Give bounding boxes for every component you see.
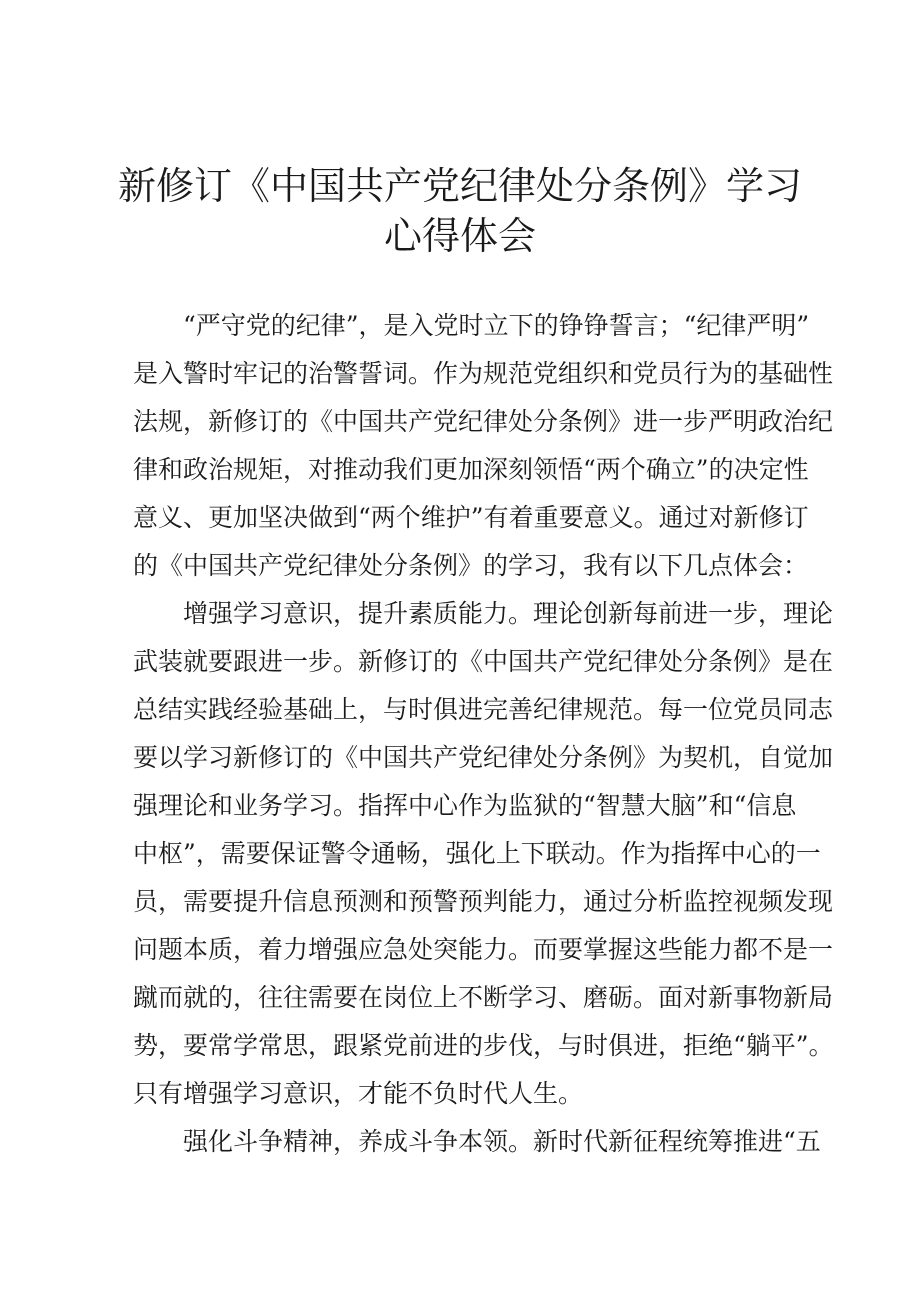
paragraph-1-line-2: 是入警时牢记的治警誓词。作为规范党组织和党员行为的基础性 [133, 359, 834, 388]
paragraph-2-line-11: 只有增强学习意识，才能不负时代人生。 [133, 1079, 584, 1108]
paragraph-3-line-1: 强化斗争精神，养成斗争本领。新时代新征程统筹推进“五 [183, 1127, 821, 1156]
document-title-line-2: 心得体会 [383, 214, 536, 258]
paragraph-2-line-8: 问题本质，着力增强应急处突能力。而要掌握这些能力都不是一 [133, 935, 834, 964]
paragraph-2-line-9: 蹴而就的，往往需要在岗位上不断学习、磨砺。面对新事物新局 [133, 983, 834, 1012]
paragraph-1-line-5: 意义、更加坚决做到“两个维护”有着重要意义。通过对新修订 [133, 503, 809, 532]
paragraph-2-line-6: 中枢”，需要保证警令通畅，强化上下联动。作为指挥中心的一 [133, 839, 821, 868]
paragraph-1-line-6: 的《中国共产党纪律处分条例》的学习，我有以下几点体会： [133, 551, 809, 580]
paragraph-2-line-1: 增强学习意识，提升素质能力。理论创新每前进一步，理论 [183, 599, 834, 628]
paragraph-2-line-2: 武装就要跟进一步。新修订的《中国共产党纪律处分条例》是在 [133, 647, 834, 676]
document-title-line-1: 新修订《中国共产党纪律处分条例》学习 [117, 164, 802, 208]
paragraph-2-line-10: 势，要常学常思，跟紧党前进的步伐，与时俱进，拒绝“躺平”。 [133, 1031, 834, 1060]
paragraph-1-line-3: 法规，新修订的《中国共产党纪律处分条例》进一步严明政治纪 [133, 407, 834, 436]
paragraph-1-line-4: 律和政治规矩，对推动我们更加深刻领悟“两个确立”的决定性 [133, 455, 809, 484]
paragraph-2-line-7: 员，需要提升信息预测和预警预判能力，通过分析监控视频发现 [133, 887, 834, 916]
paragraph-2-line-4: 要以学习新修订的《中国共产党纪律处分条例》为契机，自觉加 [133, 743, 834, 772]
paragraph-1-line-1: “严守党的纪律”，是入党时立下的铮铮誓言；“纪律严明” [183, 311, 810, 340]
paragraph-2-line-3: 总结实践经验基础上，与时俱进完善纪律规范。每一位党员同志 [133, 695, 834, 724]
paragraph-2-line-5: 强理论和业务学习。指挥中心作为监狱的“智慧大脑”和“信息 [133, 791, 797, 820]
